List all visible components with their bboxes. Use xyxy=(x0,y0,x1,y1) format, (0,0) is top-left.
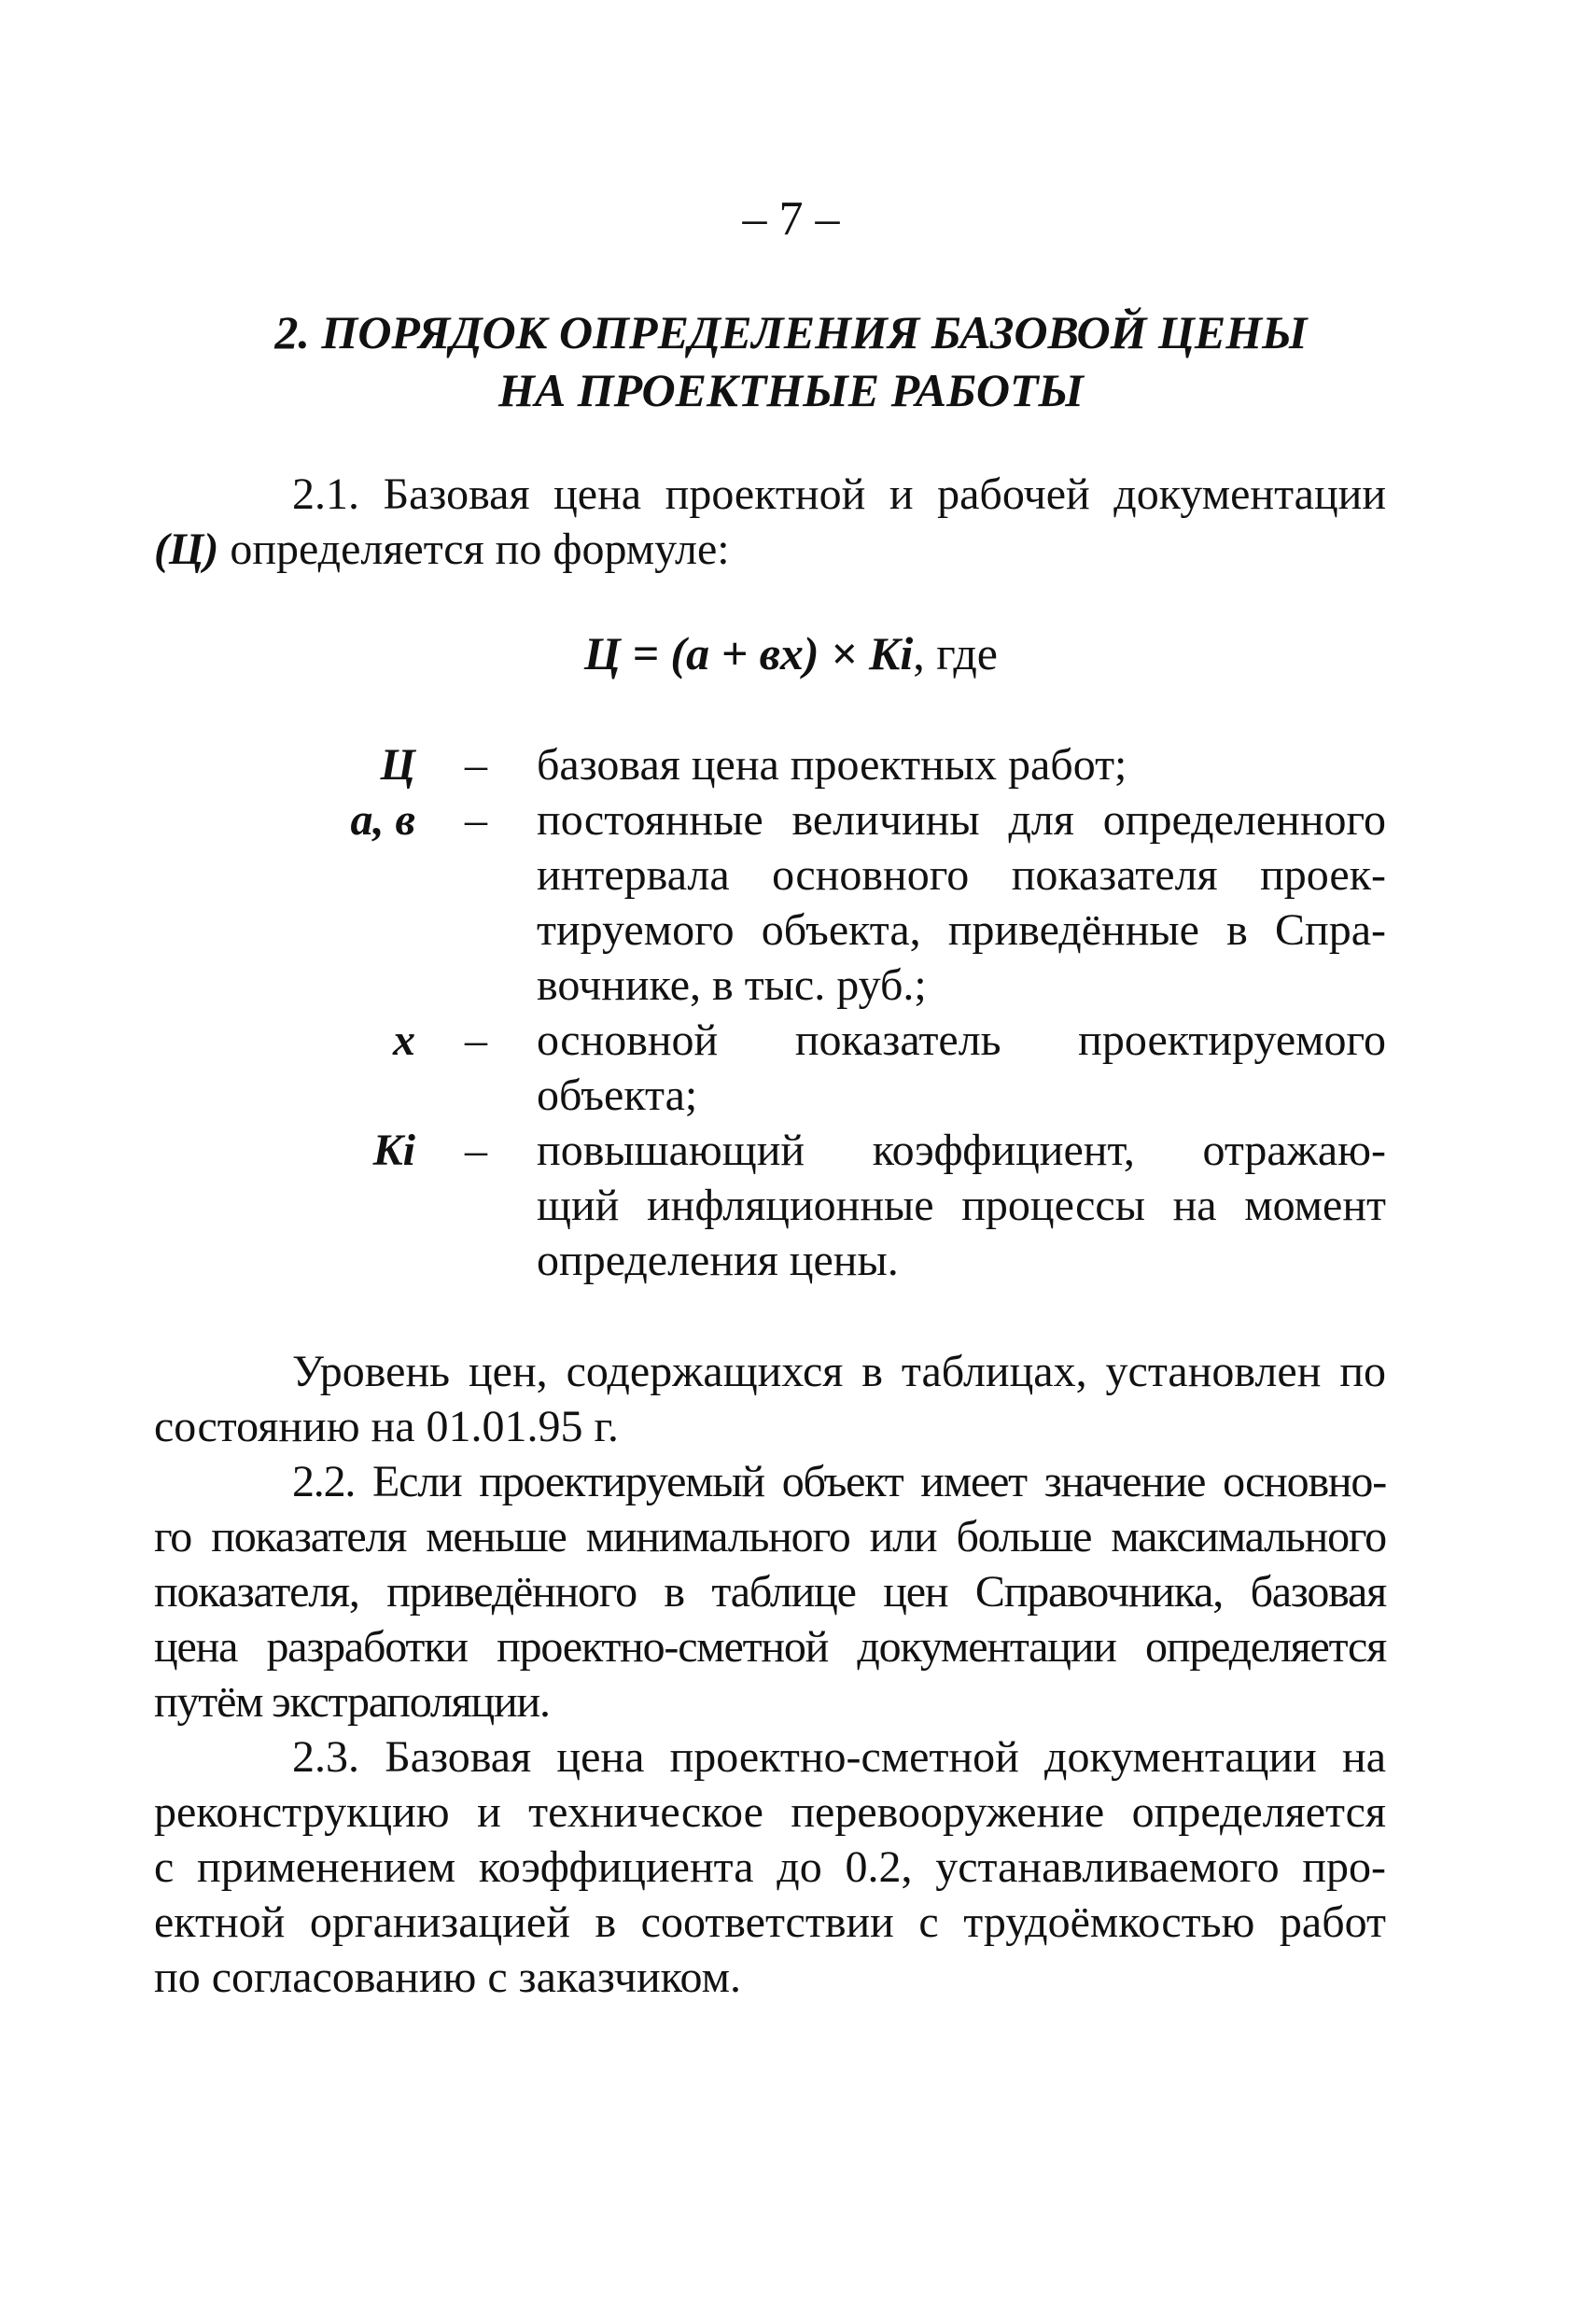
definition-text xyxy=(537,737,1386,792)
definition-text xyxy=(537,1123,1386,1288)
definition-line: щий инфляционные процессы на момент xyxy=(537,1181,1386,1230)
definition-line: интервала основного показателя проек- xyxy=(537,850,1386,900)
price-level-paragraph xyxy=(154,1344,1386,1454)
formula-definitions xyxy=(154,737,1386,1288)
definition-item xyxy=(154,1123,1386,1288)
definition-line: постоянные величины для определенного xyxy=(537,795,1386,845)
page-number: – 7 – xyxy=(742,192,840,245)
paragraph-2-2-line-4: цена разработки проектно-сметной документации определяется xyxy=(154,1622,1386,1672)
definition-dash: – xyxy=(465,1126,487,1175)
definition-line: тируемого объекта, приведённые в Спра- xyxy=(537,905,1386,955)
definition-symbol: Ц xyxy=(380,740,415,790)
price-symbol: (Ц) xyxy=(154,525,219,574)
definition-line: вочнике, в тыс. руб.; xyxy=(537,960,927,1010)
paragraph-2-3-line-5: по согласованию с заказчиком. xyxy=(154,1953,742,2002)
paragraph-2-3-line-1: 2.3. Базовая цена проектно-сметной документации на xyxy=(292,1732,1386,1782)
definition-line: повышающий коэффициент, отражаю- xyxy=(537,1126,1386,1175)
definition-dash: – xyxy=(465,740,487,790)
paragraph-2-3-line-3: с применением коэффициента до 0.2, устанавливаемого про- xyxy=(154,1842,1386,1892)
definition-line: объекта; xyxy=(537,1071,698,1120)
definition-text xyxy=(537,792,1386,1013)
paragraph-2-2-line-1: 2.2. Если проектируемый объект имеет значение основно- xyxy=(292,1457,1386,1506)
definition-dash: – xyxy=(465,795,487,845)
definition-symbol: а, в xyxy=(350,795,415,845)
paragraph-2-1 xyxy=(154,467,1386,577)
paragraph-2-2 xyxy=(154,1454,1386,1729)
definition-symbol: х xyxy=(393,1015,415,1065)
paragraph-2-1-line-2-text: определяется по формуле: xyxy=(218,525,730,574)
section-title xyxy=(0,303,1582,419)
section-title-line-1: 2. ПОРЯДОК ОПРЕДЕЛЕНИЯ БАЗОВОЙ ЦЕНЫ xyxy=(274,306,1308,358)
definition-symbol: Ki xyxy=(372,1126,415,1175)
definition-line: основной показатель проектируемого xyxy=(537,1015,1386,1065)
paragraph-2-3 xyxy=(154,1729,1386,2005)
price-level-line-2: состоянию на 01.01.95 г. xyxy=(154,1402,619,1451)
definition-line: базовая цена проектных работ; xyxy=(537,740,1127,790)
definition-line: определения цены. xyxy=(537,1236,899,1285)
paragraph-2-2-line-2: го показателя меньше минимального или больше максимального xyxy=(154,1512,1386,1561)
paragraph-2-1-line-1: 2.1. Базовая цена проектной и рабочей документации xyxy=(292,469,1386,519)
price-formula xyxy=(0,625,1582,681)
definition-item xyxy=(154,737,1386,792)
formula-suffix: , где xyxy=(913,627,998,679)
definition-dash: – xyxy=(465,1015,487,1065)
price-level-line-1: Уровень цен, содержащихся в таблицах, установлен по xyxy=(292,1347,1386,1396)
paragraph-2-3-line-2: реконструкцию и техническое перевооружение определяется xyxy=(154,1787,1386,1837)
paragraph-2-2-line-3: показателя, приведённого в таблице цен Справочника, базовая xyxy=(154,1567,1386,1617)
paragraph-2-3-line-4: ектной организацией в соответствии с трудоёмкостью работ xyxy=(154,1897,1386,1947)
formula-expression: Ц = (а + вх) × Ki xyxy=(584,627,914,679)
section-title-line-2: НА ПРОЕКТНЫЕ РАБОТЫ xyxy=(497,364,1084,416)
definition-item xyxy=(154,1013,1386,1123)
paragraph-2-2-line-5: путём экстраполяции. xyxy=(154,1677,550,1727)
definition-item xyxy=(154,792,1386,1013)
definition-text xyxy=(537,1013,1386,1123)
paragraph-2-1-line-2 xyxy=(154,522,1386,577)
